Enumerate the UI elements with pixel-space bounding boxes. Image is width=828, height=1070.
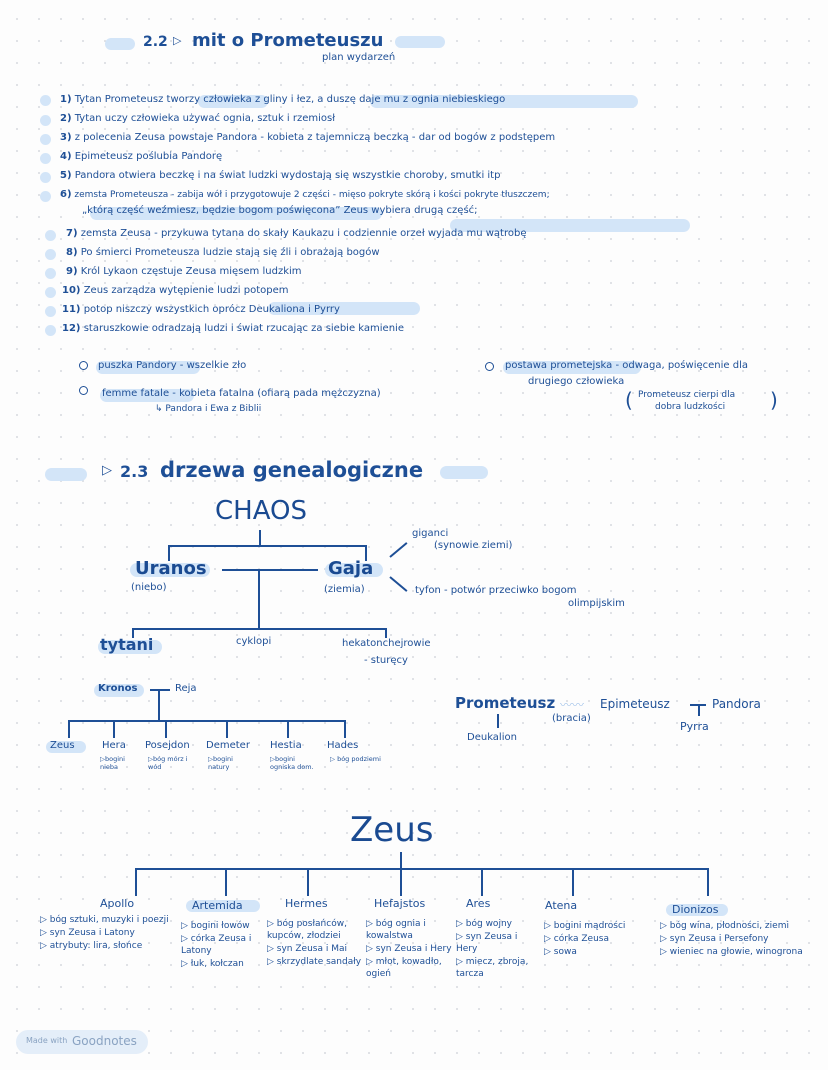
child-hestia: Hestia [270,740,302,751]
section1-number: 2.2 [143,34,168,50]
god-dionizos: Dionizos [672,903,719,916]
god-hermes: Hermes [285,897,328,910]
list-item-4: 4) Epimeteusz poślubia Pandorę [60,151,223,162]
gaja-label: Gaja [328,558,374,579]
note-ring-icon [79,386,88,395]
uranos-sub: (niebo) [131,582,167,593]
hefajstos-attributes: ▷ bóg ognia i kowalstwa ▷ syn Zeusa i Hery ▷ młot, kowadło, ogień [366,919,452,979]
list-item-11: 11) potop niszczy wszystkich oprócz Deukaliona i Pyrry [62,304,340,315]
pandora-label: Pandora [712,697,761,711]
note-postawa-2: drugiego człowieka [528,376,625,387]
note-paren-2: dobra ludzkości [655,402,726,412]
giganci-sub: (synowie ziemi) [434,540,513,551]
child-demeter: Demeter [206,740,250,751]
kronos-label: Kronos [98,683,138,694]
list-bullet [45,287,56,298]
hekaton-sub: - sturęcy [364,655,408,666]
uranos-label: Uranos [135,558,207,579]
list-item-1: 1) Tytan Prometeusz tworzy człowieka z gliny i łez, a duszę daje mu z ognia niebieskiego [60,94,506,105]
child-hestia-desc: ▷bogini ogniska dom. [270,755,314,771]
list-bullet [40,115,51,126]
note-paren: Prometeusz cierpi dla [638,390,736,400]
prometeusz-label: Prometeusz [455,694,556,712]
list-bullet [40,153,51,164]
tyfon-label: tyfon - potwór przeciwko bogom [415,585,577,596]
apollo-attributes: ▷ bóg sztuki, muzyki i poezji ▷ syn Zeusa i Latony ▷ atrybuty: lira, słońce [40,915,169,951]
list-item-5: 5) Pandora otwiera beczkę i na świat ludzki wydostają się wszystkie choroby, smutki itp [60,170,501,181]
god-artemida: Artemida [192,899,243,912]
dionizos-attributes: ▷ bóg wina, płodności, ziemi ▷ syn Zeusa i Persefony ▷ wieniec na głowie, winogrona [660,921,803,957]
list-bullet [45,249,56,260]
child-posejdon: Posejdon [145,740,190,751]
child-hera: Hera [102,740,126,751]
section1-subtitle: plan wydarzeń [322,52,396,63]
list-item-10: 10) Zeus zarządza wytępienie ludzi potopem [62,285,289,296]
list-item-3: 3) z polecenia Zeusa powstaje Pandora - kobieta z tajemniczą beczką - dar od bogów z podstępem [60,132,556,143]
list-bullet [40,172,51,183]
list-item-12: 12) staruszkowie odradzają ludzi i świat rzucając za siebie kamienie [62,323,404,334]
section2-title: drzewa genealogiczne [160,458,424,482]
tyfon-sub: olimpijskim [568,598,625,609]
list-bullet [45,268,56,279]
arrow-icon: ▷ [102,463,112,478]
child-zeus: Zeus [50,740,75,751]
note-ring-icon [485,362,494,371]
deukalion-label: Deukalion [467,732,517,743]
note-femme-sub: ↳ Pandora i Ewa z Biblii [155,404,262,414]
child-demeter-desc: ▷bogini natury [208,755,233,771]
god-atena: Atena [545,899,578,912]
wavy-line: 〰〰 [560,698,585,712]
hermes-attributes: ▷ bóg posłańców, kupców, złodziei ▷ syn Zeusa i Mai ▷ skrzydlate sandały [267,919,362,967]
child-hades-desc: ▷ bóg podziemi [330,755,381,763]
section1-title: mit o Prometeuszu [192,30,384,51]
list-bullet [45,230,56,241]
god-hefajstos: Hefajstos [374,897,426,910]
artemida-attributes: ▷ bogini łowów ▷ córka Zeusa i Latony ▷ łuk, kołczan [181,921,252,969]
atena-attributes: ▷ bogini mądrości ▷ córka Zeusa ▷ sowa [544,921,626,957]
list-item-6: 6) zemsta Prometeusza - zabija wół i przygotowuje 2 części - mięso pokryte skórą i kości pokryte tłuszczem; [60,189,550,200]
chaos-label: CHAOS [215,496,308,526]
arrow-icon: ▷ [173,34,182,47]
list-item-9: 9) Król Lykaon częstuje Zeusa mięsem ludzkim [66,266,302,277]
note-puszka: puszka Pandory - wszelkie zło [98,360,247,371]
note-femme-fatale: femme fatale - kobieta fatalna (ofiarą pada mężczyzna) [102,388,381,399]
list-bullet [45,325,56,336]
reja-label: Reja [175,683,197,694]
list-bullet [40,191,51,202]
gaja-sub: (ziemia) [324,584,365,595]
child-hades: Hades [327,740,359,751]
section2-number: 2.3 [120,462,149,481]
goodnotes-badge [16,1030,148,1054]
epimeteusz-label: Epimeteusz [600,697,670,711]
god-ares: Ares [466,897,491,910]
list-bullet [40,95,51,106]
god-apollo: Apollo [100,897,135,910]
note-postawa: postawa prometejska - odwaga, poświęcenie dla [505,360,748,371]
list-bullet [40,134,51,145]
list-item-7: 7) zemsta Zeusa - przykuwa tytana do skały Kaukazu i codziennie orzeł wyjada mu wątrobę [66,228,527,239]
list-item-8: 8) Po śmierci Prometeusza ludzie stają się źli i obrażają bogów [66,247,380,258]
ares-attributes: ▷ bóg wojny ▷ syn Zeusa i Hery ▷ miecz, zbroja, tarcza [456,919,529,979]
pyrra-label: Pyrra [680,720,709,733]
giganci-label: giganci [412,528,449,539]
tytani-label: tytani [100,635,154,654]
note-ring-icon [79,361,88,370]
goodnotes-logo: Goodnotes [72,1034,137,1048]
list-bullet [45,306,56,317]
made-with-label: Made with [26,1036,68,1045]
bracia-label: (bracia) [552,713,591,724]
list-item-6-continuation: „którą część weźmiesz, będzie bogom poświęcona” Zeus wybiera drugą część; [82,205,478,216]
zeus-heading: Zeus [350,810,434,850]
hekaton-label: hekatonchejrowie [342,638,431,649]
list-item-2: 2) Tytan uczy człowieka używać ognia, sztuk i rzemiosł [60,113,336,124]
cyklopi-label: cyklopi [236,636,272,647]
child-posejdon-desc: ▷bóg mórz i wód [148,755,188,771]
child-hera-desc: ▷bogini nieba [100,755,125,771]
